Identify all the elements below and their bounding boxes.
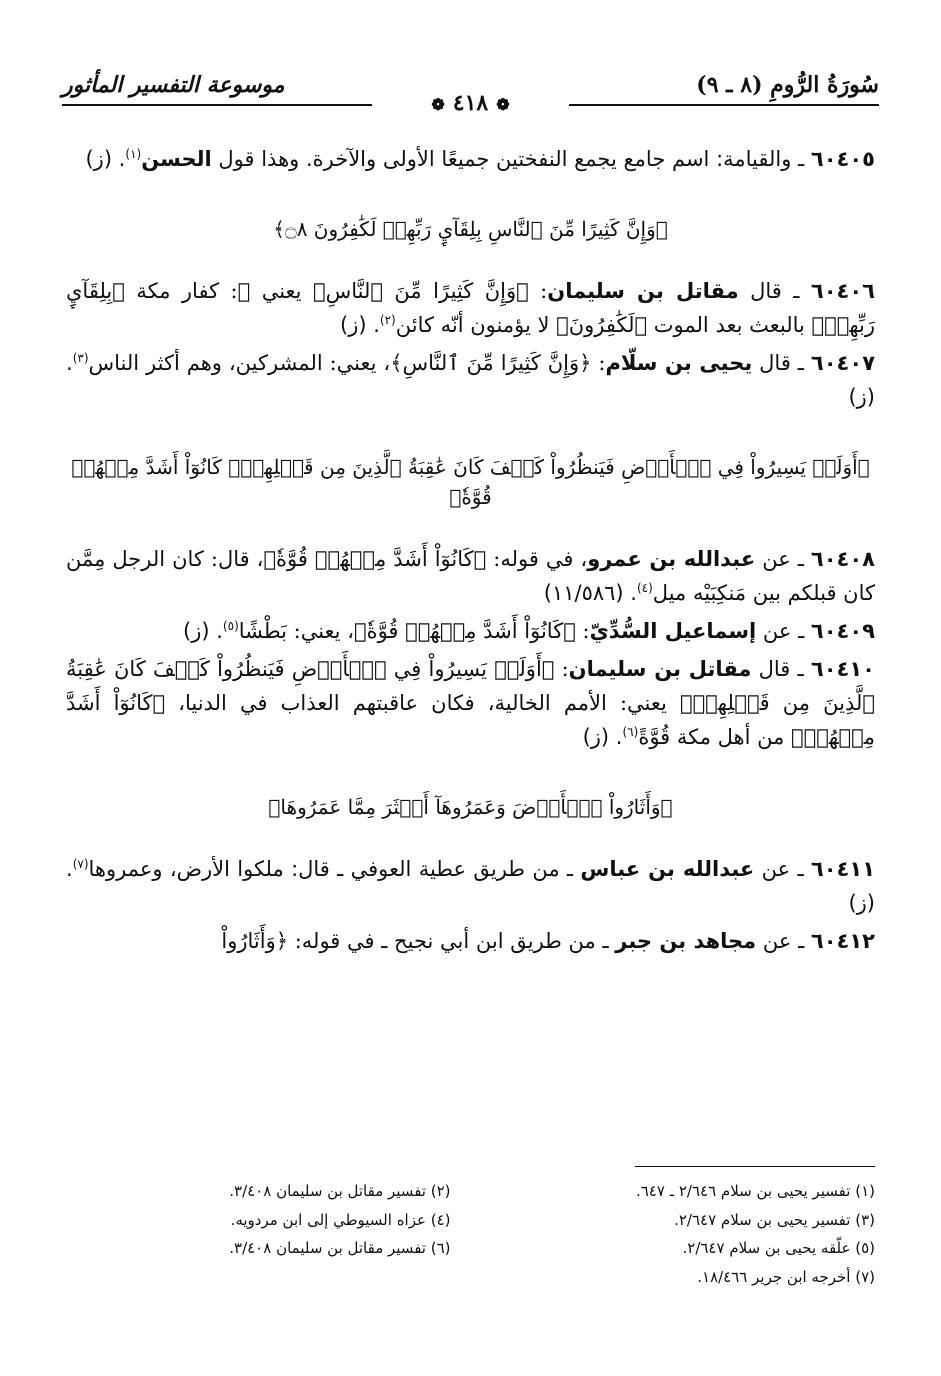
entry-lead: ـ عن: [762, 547, 804, 572]
entry-60406: [66, 274, 875, 342]
book-title: موسوعة التفسير المأثور: [62, 72, 285, 98]
entry-lead: ـ قال: [750, 279, 800, 304]
entry-text: : ﴿كَانُوٓاْ أَشَدَّ مِنۡهُمۡ قُوَّةٗ﴾، يعني: بَطْشًا: [238, 619, 590, 644]
entry-text: ـ من طريق ابن أبي نجيح ـ في قوله: ﴿وَأَثَارُواْ: [221, 929, 609, 954]
entry-source: الحسن: [141, 147, 212, 171]
entry-source: مقاتل بن سليمان: [547, 279, 739, 304]
entry-lead: ـ قال: [758, 657, 804, 682]
entry-60412: [66, 924, 875, 958]
entry-tail: . (ز): [85, 147, 126, 171]
entry-text: ، في قوله: ﴿كَانُوٓاْ أَشَدَّ مِنۡهُمۡ قُوَّةٗ﴾، قال: كان الرجل مِمَّن كان قبلكم بين مَنكِبَيْه ميل: [66, 547, 875, 606]
entry-text: ـ والقيامة: اسم جامع يجمع النفختين جميعًا الأولى والآخرة. وهذا قول: [218, 147, 805, 171]
entry-tail: . (ز): [582, 725, 623, 750]
entry-60410: [66, 652, 875, 754]
entry-lead: ـ عن: [762, 619, 805, 644]
page-number-text: ٤١٨: [452, 90, 489, 116]
entry-source: مقاتل بن سليمان: [568, 657, 752, 682]
surah-title: سُورَةُ الرُّومِ (٨ ـ ٩): [696, 72, 879, 98]
entry-source: يحيى بن سلّام: [605, 351, 753, 376]
ornament-icon: ❁: [496, 95, 510, 114]
entry-tail: . (١١/٥٨٦): [543, 581, 637, 606]
footnote-separator: [635, 1166, 875, 1167]
entry-tail: . (ز): [66, 351, 875, 410]
entry-source: مجاهد بن جبر: [615, 929, 757, 954]
footnote-3: (٣) تفسير يحيى بن سلام ٢/٦٤٧.: [674, 1210, 875, 1229]
footnote-1: (١) تفسير يحيى بن سلام ٢/٦٤٦ ـ ٦٤٧.: [635, 1182, 875, 1200]
entry-text: : ﴿وَإِنَّ كَثِيرًا مِّنَ ٱلنَّاسِ﴾، يعني: المشركين، وهم أكثر الناس: [88, 351, 606, 376]
entry-tail: . (ز): [66, 857, 875, 916]
footnote-ref[interactable]: (٥): [222, 619, 239, 634]
entry-text: : ﴿أَوَلَمۡ يَسِيرُواْ فِي ٱلۡأَرۡضِ فَيَنظُرُواْ كَيۡفَ كَانَ عَٰقِبَةُ ٱلَّذِينَ مِن قَبۡلِهِمۡ﴾ يعني: الأمم الخالية، فكان عاقبتهم العذاب في الدنيا، ﴿كَانُوٓاْ أَشَدَّ مِنۡهُمۡ﴾ من أهل مكة قُوَّةً: [66, 657, 875, 750]
footnote-ref[interactable]: (٤): [636, 581, 653, 596]
header-rule-right: [569, 104, 879, 106]
footnotes: [66, 1180, 875, 1288]
quran-verse: ﴿أَوَلَمۡ يَسِيرُواْ فِي ٱلۡأَرۡضِ فَيَنظُرُواْ كَيۡفَ كَانَ عَٰقِبَةُ ٱلَّذِينَ مِن قَبۡلِهِمۡۚ كَانُوٓاْ أَشَدَّ مِنۡهُمۡ قُوَّةٗ﴾: [71, 455, 870, 510]
entry-60407: [66, 346, 875, 414]
entry-source: عبدالله بن عمرو: [587, 547, 756, 572]
entry-number: ٦٠٤١٠: [810, 657, 875, 682]
page-header: [62, 60, 879, 122]
main-text: [66, 142, 875, 962]
quran-verse: ﴿وَأَثَارُواْ ٱلۡأَرۡضَ وَعَمَرُوهَآ أَكۡثَرَ مِمَّا عَمَرُوهَا﴾: [268, 795, 673, 820]
page-number: [423, 90, 517, 116]
entry-number: ٦٠٤٠٩: [810, 619, 875, 644]
footnote-2: (٢) تفسير مقاتل بن سليمان ٣/٤٠٨.: [229, 1182, 451, 1200]
quran-verse: ﴿وَإِنَّ كَثِيرًا مِّنَ ٱلنَّاسِ بِلِقَآيِٕ رَبِّهِمۡ لَكَٰفِرُونَ ۝٨﴾: [273, 217, 668, 242]
entry-number: ٦٠٤٠٧: [810, 351, 876, 376]
entry-tail: . (ز): [340, 313, 380, 338]
entry-number: ٦٠٤١١: [810, 857, 876, 882]
ornament-icon: ❁: [431, 95, 445, 114]
entry-60408: [66, 542, 875, 610]
footnote-ref[interactable]: (١): [125, 147, 142, 161]
entry-number: ٦٠٤٠٥: [810, 147, 875, 171]
entry-lead: ـ عن: [761, 857, 804, 882]
entry-lead: ـ عن: [762, 929, 805, 954]
entry-60409: [66, 614, 875, 648]
entry-tail: . (ز): [183, 619, 223, 644]
entry-60411: [66, 852, 875, 920]
entry-number: ٦٠٤٠٦: [810, 279, 875, 304]
entry-source: عبدالله بن عباس: [580, 857, 755, 882]
entry-source: إسماعيل السُّدِّيّ: [589, 619, 757, 644]
entry-60405: [66, 142, 875, 176]
entry-number: ٦٠٤٠٨: [810, 547, 875, 572]
footnote-ref[interactable]: (٧): [72, 857, 89, 872]
footnote-6: (٦) تفسير مقاتل بن سليمان ٣/٤٠٨.: [229, 1239, 451, 1257]
footnote-7: (٧) أخرجه ابن جرير ١٨/٤٦٦.: [697, 1267, 875, 1286]
entry-text: : ﴿وَإِنَّ كَثِيرًا مِّنَ ٱلنَّاسِ﴾ يعني ﷺ: كفار مكة ﴿بِلِقَآيِٕ رَبِّهِمۡ﴾ بالبعث بعد الموت ﴿لَكَٰفِرُونَ﴾ لا يؤمنون أنّه كائن: [66, 279, 875, 338]
footnote-ref[interactable]: (٢): [379, 313, 396, 328]
entry-number: ٦٠٤١٢: [810, 929, 875, 954]
footnote-4: (٤) عزاه السيوطي إلى ابن مردويه.: [230, 1210, 451, 1229]
entry-text: ـ من طريق عطية العوفي ـ قال: ملكوا الأرض، وعمروها: [88, 857, 574, 882]
entry-lead: ـ قال: [759, 351, 804, 376]
header-rule-left: [62, 104, 372, 106]
footnote-ref[interactable]: (٦): [622, 725, 639, 740]
footnote-ref[interactable]: (٣): [72, 351, 89, 366]
footnote-5: (٥) علّقه يحيى بن سلام ٢/٦٤٧.: [682, 1239, 875, 1257]
